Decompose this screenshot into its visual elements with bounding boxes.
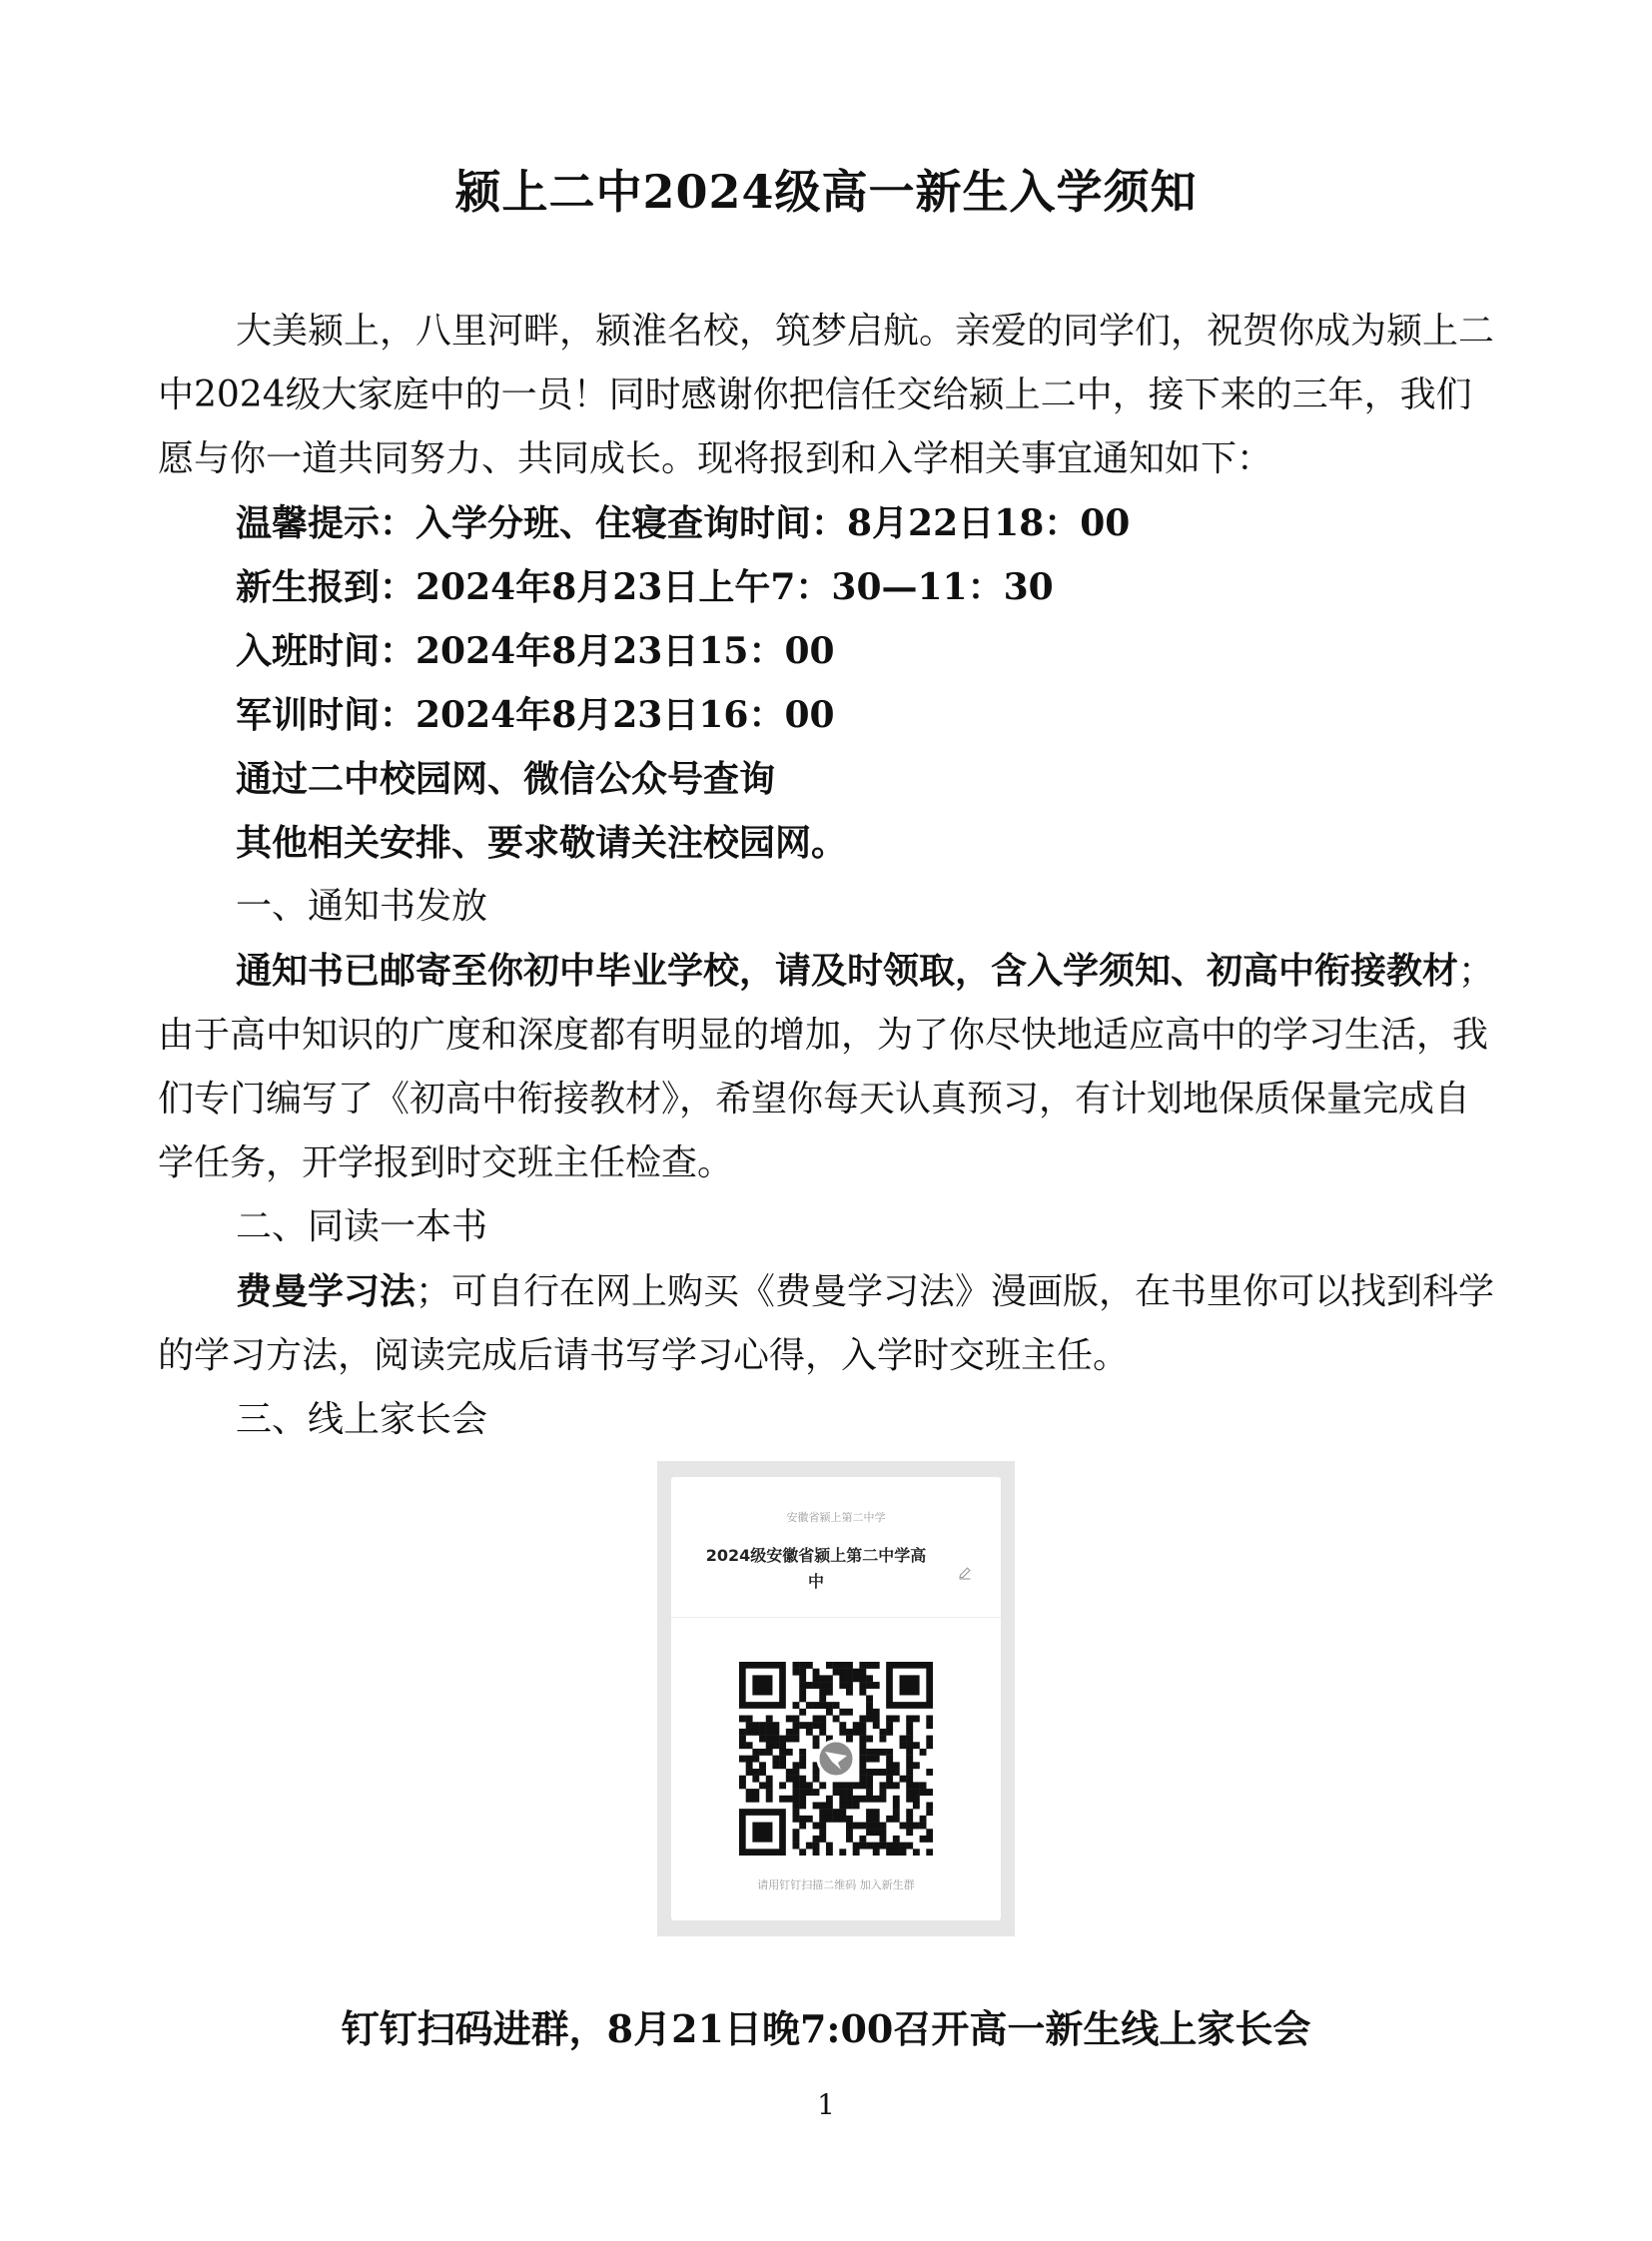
section2-text: ；可自行在网上购买《费曼学习法》漫画版，在书里你可以找到科学的学习方法，阅读完成后请书写学习心得，入学时交班主任。 <box>158 1271 1495 1376</box>
section2-heading: 二、同读一本书 <box>236 1206 488 1247</box>
page-number: 1 <box>817 2088 835 2121</box>
intro-paragraph: 大美颍上，八里河畔，颍淮名校，筑梦启航。亲爱的同学们，祝贺你成为颍上二中2024级大家庭中的一员！同时感谢你把信任交给颍上二中，接下来的三年，我们愿与你一道共同努力、共同成长。现将报到和入学相关事宜通知如下： <box>158 311 1495 479</box>
notice-other-arrangements: 其他相关安排、要求敬请关注校园网。 <box>236 822 848 864</box>
section2-paragraph <box>158 1259 1496 1388</box>
section1-bold-text: 通知书已邮寄至你初中毕业学校，请及时领取，含入学须知、初高中衔接教材 <box>236 950 1459 992</box>
document-body <box>158 300 1496 1452</box>
section2-bold-text: 费曼学习法 <box>236 1270 416 1312</box>
notice-query-channels: 通过二中校园网、微信公众号查询 <box>236 758 776 800</box>
section1-paragraph <box>158 939 1496 1195</box>
parent-meeting-note: 钉钉扫码进群，8月21日晚7:00召开高一新生线上家长会 <box>341 2006 1311 2051</box>
page-title: 颍上二中2024级高一新生入学须知 <box>454 165 1198 219</box>
section1-heading: 一、通知书发放 <box>236 886 488 927</box>
qr-group-name: 2024级安徽省颍上第二中学高中 <box>705 1546 927 1591</box>
section1-text: ；由于高中知识的广度和深度都有明显的增加，为了你尽快地适应高中的学习生活，我们专门编写了《初高中衔接教材》，希望你每天认真预习，有计划地保质保量完成自学任务，开学报到时交班主任检查。 <box>158 951 1495 1183</box>
qr-scan-hint: 请用钉钉扫描二维码 加入新生群 <box>757 1878 915 1891</box>
notice-registration: 新生报到：2024年8月23日上午7：30—11：30 <box>236 566 1054 608</box>
notice-reminder: 温馨提示：入学分班、住寝查询时间：8月22日18：00 <box>236 502 1131 544</box>
qr-code <box>739 1662 933 1856</box>
notice-class-time: 入班时间：2024年8月23日15：00 <box>236 630 835 672</box>
dingtalk-qr-card <box>657 1461 1015 1936</box>
pencil-icon <box>957 1565 973 1581</box>
section3-heading: 三、线上家长会 <box>236 1399 488 1440</box>
qr-divider <box>671 1617 1001 1618</box>
qr-school-name: 安徽省颍上第二中学 <box>786 1511 886 1524</box>
notice-military-training: 军训时间：2024年8月23日16：00 <box>236 694 835 736</box>
qr-card-inner <box>671 1477 1001 1920</box>
